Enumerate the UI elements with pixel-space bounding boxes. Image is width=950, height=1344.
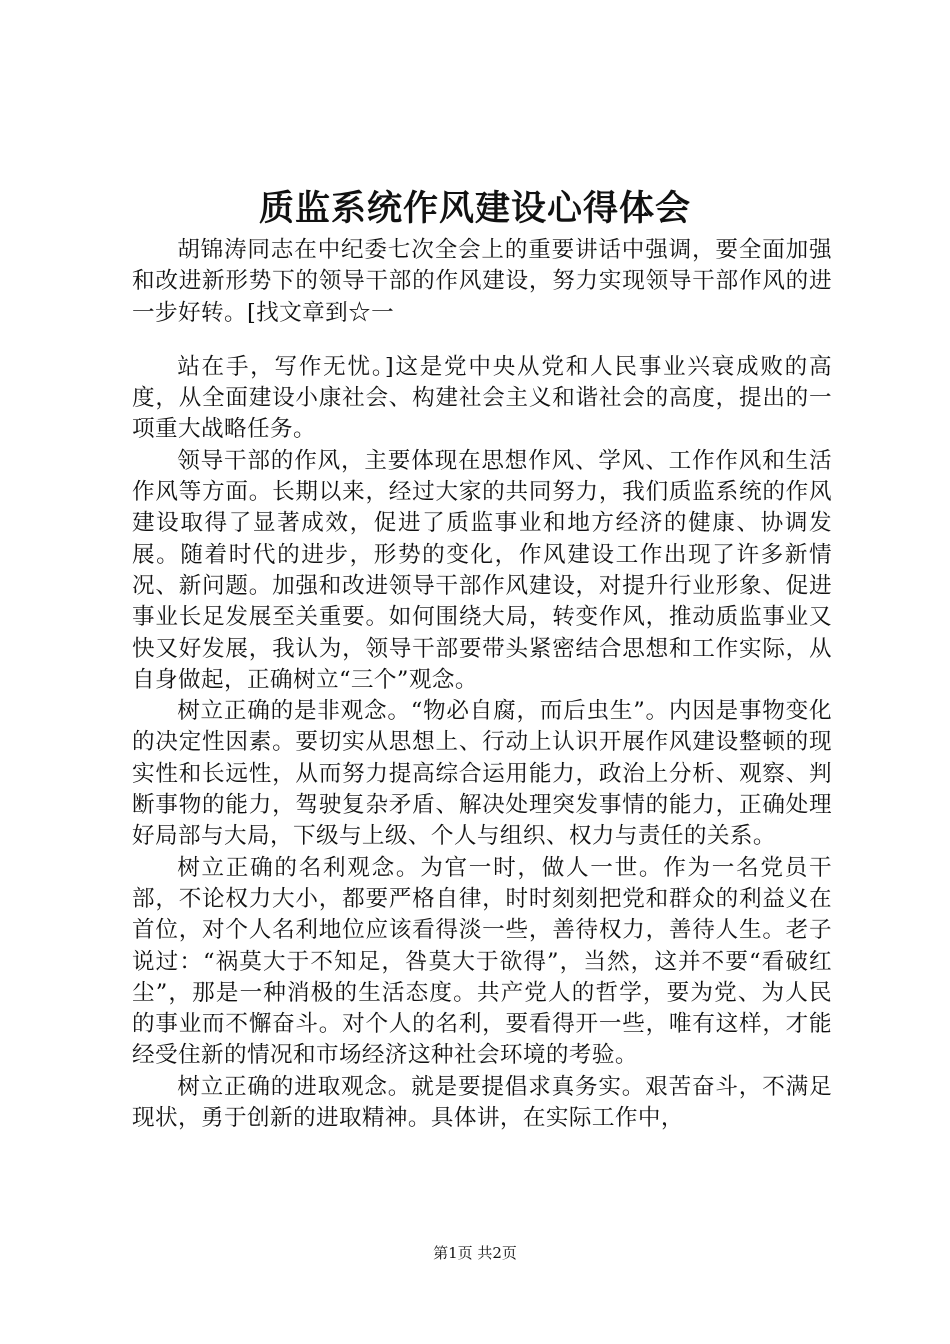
paragraph-right-wrong-concept: 树立正确的是非观念。“物必自腐，而后虫生”。内因是事物变化的决定性因素。要切实从思想上、行动上认识开展作风建设整顿的现实性和长远性，从而努力提高综合运用能力，政治上分析、观察、判断事物的能力，驾驶复杂矛盾、解决处理突发事情的能力，正确处理好局部与大局，下级与上级、个人与组织、权力与责任的关系。 bbox=[132, 698, 832, 850]
paragraph-style-overview: 领导干部的作风，主要体现在思想作风、学风、工作作风和生活作风等方面。长期以来，经过大家的共同努力，我们质监系统的作风建设取得了显著成效，促进了质监事业和地方经济的健康、协调发展。随着时代的进步，形势的变化，作风建设工作出现了许多新情况、新问题。加强和改进领导干部作风建设，对提升行业形象、促进事业长足发展至关重要。如何围绕大局，转变作风，推动质监事业又快又好发展，我认为，领导干部要带头紧密结合思想和工作实际，从自身做起，正确树立“三个”观念。 bbox=[132, 447, 832, 693]
paragraph-intro: 胡锦涛同志在中纪委七次全会上的重要讲话中强调，要全面加强和改进新形势下的领导干部的作风建设，努力实现领导干部作风的进一步好转。[找文章到☆一 bbox=[132, 237, 832, 326]
document-title: 质监系统作风建设心得体会 bbox=[258, 188, 691, 229]
paragraph-progress-concept: 树立正确的进取观念。就是要提倡求真务实。艰苦奋斗，不满足现状，勇于创新的进取精神。具体讲，在实际工作中， bbox=[132, 1073, 832, 1132]
document-body bbox=[132, 235, 832, 1134]
page-number-footer: 第1页 共2页 bbox=[433, 1244, 517, 1262]
paragraph-fame-gain-concept: 树立正确的名利观念。为官一时，做人一世。作为一名党员干部，不论权力大小，都要严格自律，时时刻刻把党和群众的利益义在首位，对个人名利地位应该看得淡一些，善待权力，善待人生。老子说过：“祸莫大于不知足，咎莫大于欲得”，当然，这并不要“看破红尘”，那是一种消极的生活态度。共产党人的哲学，要为党、为人民的事业而不懈奋斗。对个人的名利，要看得开一些，唯有这样，才能经受住新的情况和市场经济这种社会环境的考验。 bbox=[132, 854, 832, 1069]
paragraph-intro-continued: 站在手，写作无忧。]这是党中央从党和人民事业兴衰成败的高度，从全面建设小康社会、构建社会主义和谐社会的高度，提出的一项重大战略任务。 bbox=[132, 353, 832, 443]
